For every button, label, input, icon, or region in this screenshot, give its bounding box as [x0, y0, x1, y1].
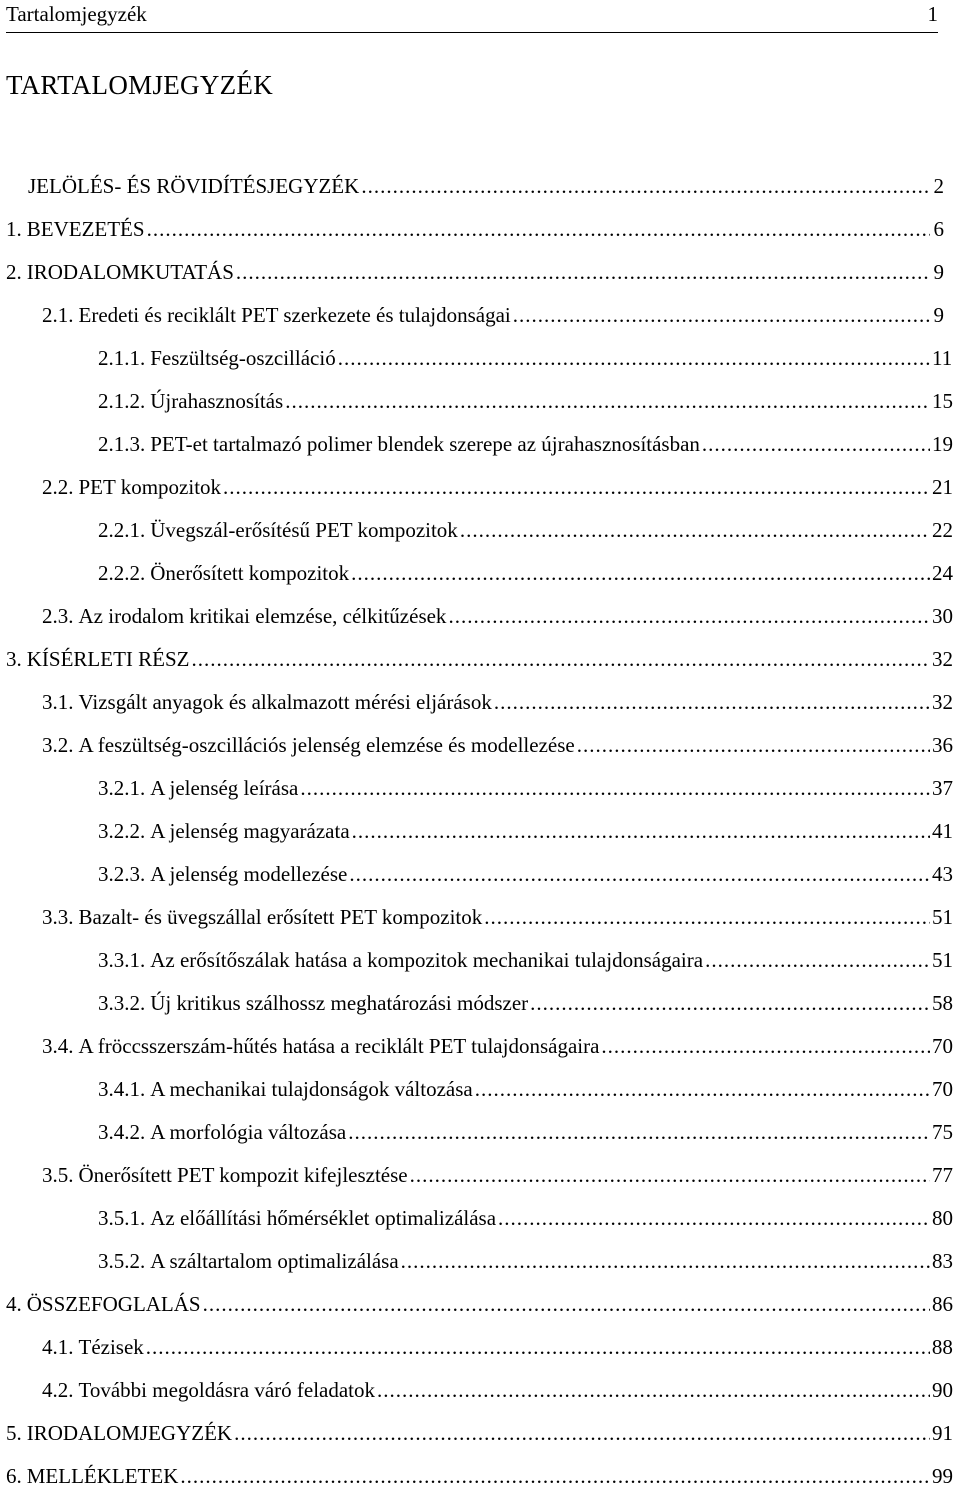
- toc-entry-page: 15: [932, 389, 953, 413]
- toc-entry-label: Önerősített PET kompozit kifejlesztése: [78, 1163, 408, 1187]
- toc-entry-page: 30: [932, 604, 953, 628]
- toc-dot-leader: [401, 1246, 930, 1276]
- toc-dot-leader: [530, 988, 930, 1018]
- toc-entry-number: 2.1.: [42, 303, 74, 327]
- toc-entry-number: 3.2.2.: [98, 819, 146, 843]
- toc-entry[interactable]: [6, 1160, 953, 1203]
- toc-entry-number: 2.2.2.: [98, 561, 146, 585]
- toc-entry-label: A fröccsszerszám-hűtés hatása a reciklált PET tulajdonságaira: [78, 1034, 600, 1058]
- toc-entry-page: 36: [932, 733, 953, 757]
- toc-entry-page: 32: [932, 690, 953, 714]
- toc-dot-leader: [601, 1031, 930, 1061]
- toc-entry[interactable]: [6, 945, 953, 988]
- toc-entry-number: 4.: [6, 1292, 22, 1316]
- toc-entry[interactable]: [6, 687, 953, 730]
- toc-entry-number: 2.1.2.: [98, 389, 146, 413]
- document-title: TARTALOMJEGYZÉK: [6, 70, 274, 100]
- toc-entry-number: 3.1.: [42, 690, 74, 714]
- toc-entry-label: ÖSSZEFOGLALÁS: [26, 1292, 201, 1316]
- toc-entry-label: A morfológia változása: [150, 1120, 347, 1144]
- toc-entry-page: 99: [932, 1464, 953, 1488]
- toc-entry-number: 3.3.: [42, 905, 74, 929]
- toc-entry[interactable]: [6, 1289, 953, 1332]
- toc-dot-leader: [300, 773, 930, 803]
- toc-entry-page: 83: [932, 1249, 953, 1273]
- toc-entry-number: 3.3.1.: [98, 948, 146, 972]
- page-header: [6, 0, 938, 33]
- toc-entry-page: 6: [933, 217, 944, 241]
- toc-entry[interactable]: [6, 1332, 953, 1375]
- toc-dot-leader: [475, 1074, 930, 1104]
- toc-dot-leader: [494, 687, 930, 717]
- toc-entry-number: 3.4.: [42, 1034, 74, 1058]
- toc-entry-page: 70: [932, 1034, 953, 1058]
- toc-entry[interactable]: [6, 429, 953, 472]
- toc-dot-leader: [705, 945, 930, 975]
- toc-entry-number: 6.: [6, 1464, 22, 1488]
- toc-entry-label: Önerősített kompozitok: [150, 561, 350, 585]
- toc-dot-leader: [285, 386, 930, 416]
- toc-entry-page: 9: [933, 303, 944, 327]
- toc-dot-leader: [460, 515, 930, 545]
- toc-dot-leader: [234, 1418, 930, 1448]
- toc-entry-page: 80: [932, 1206, 953, 1230]
- toc-entry[interactable]: [6, 472, 953, 515]
- toc-entry-page: 58: [932, 991, 953, 1015]
- toc-dot-leader: [377, 1375, 930, 1405]
- toc-entry-page: 32: [932, 647, 953, 671]
- toc-dot-leader: [223, 472, 930, 502]
- toc-entry[interactable]: [6, 515, 953, 558]
- toc-entry-page: 19: [932, 432, 953, 456]
- toc-entry-page: 9: [933, 260, 944, 284]
- toc-entry[interactable]: [6, 257, 944, 300]
- toc-entry-page: 22: [932, 518, 953, 542]
- toc-dot-leader: [484, 902, 930, 932]
- toc-entry-label: A mechanikai tulajdonságok változása: [150, 1077, 473, 1101]
- toc-dot-leader: [577, 730, 930, 760]
- toc-entry[interactable]: [6, 214, 944, 257]
- toc-dot-leader: [180, 1461, 930, 1491]
- toc-entry-page: 24: [932, 561, 953, 585]
- toc-entry[interactable]: [6, 1203, 953, 1246]
- toc-entry-number: 3.4.2.: [98, 1120, 146, 1144]
- toc-entry-label: Eredeti és reciklált PET szerkezete és tulajdonságai: [78, 303, 511, 327]
- toc-entry-page: 88: [931, 1335, 953, 1359]
- toc-entry-label: A jelenség modellezése: [150, 862, 348, 886]
- toc-entry[interactable]: [6, 902, 953, 945]
- toc-entry[interactable]: [6, 1375, 953, 1418]
- toc-entry-page: 51: [932, 905, 953, 929]
- toc-dot-leader: [236, 257, 930, 287]
- toc-entry-page: 41: [932, 819, 953, 843]
- toc-entry[interactable]: [6, 730, 953, 773]
- toc-entry-page: 77: [932, 1163, 953, 1187]
- toc-entry[interactable]: [6, 1074, 953, 1117]
- toc-entry-label: Az erősítőszálak hatása a kompozitok mechanikai tulajdonságaira: [150, 948, 704, 972]
- toc-entry-label: A jelenség leírása: [150, 776, 299, 800]
- toc-dot-leader: [146, 1332, 930, 1362]
- toc-entry-label: Az irodalom kritikai elemzése, célkitűzések: [78, 604, 447, 628]
- toc-entry-label: IRODALOMJEGYZÉK: [26, 1421, 233, 1445]
- toc-entry-label: PET kompozitok: [78, 475, 222, 499]
- toc-entry[interactable]: [6, 1246, 953, 1289]
- header-page-number: 1: [927, 2, 938, 26]
- toc-entry-label: A feszültség-oszcillációs jelenség elemzése és modellezése: [78, 733, 575, 757]
- toc-entry[interactable]: [6, 558, 953, 601]
- toc-dot-leader: [147, 214, 930, 244]
- toc-entry-number: 2.2.1.: [98, 518, 146, 542]
- toc-entry-label: Újrahasznosítás: [150, 389, 284, 413]
- toc-entry[interactable]: [6, 1461, 953, 1504]
- toc-entry-number: 3.4.1.: [98, 1077, 146, 1101]
- toc-entry-page: 86: [932, 1292, 953, 1316]
- toc-entry-page: 21: [932, 475, 953, 499]
- toc-entry[interactable]: [6, 1418, 953, 1461]
- toc-entry-label: KÍSÉRLETI RÉSZ: [26, 647, 190, 671]
- toc-entry[interactable]: [6, 300, 944, 343]
- toc-dot-leader: [498, 1203, 930, 1233]
- toc-entry-number: 4.1.: [42, 1335, 74, 1359]
- toc-entry-number: 5.: [6, 1421, 22, 1445]
- toc-entry-label: Vizsgált anyagok és alkalmazott mérési eljárások: [78, 690, 492, 714]
- toc-entry[interactable]: [6, 601, 953, 644]
- toc-entry-number: 1.: [6, 217, 22, 241]
- toc-entry-page: 70: [932, 1077, 953, 1101]
- toc-dot-leader: [338, 343, 930, 373]
- toc-entry-label: Üvegszál-erősítésű PET kompozitok: [150, 518, 458, 542]
- toc-dot-leader: [513, 300, 930, 330]
- toc-entry[interactable]: [6, 644, 953, 687]
- toc-entry[interactable]: [6, 1117, 953, 1160]
- toc-entry-label: JELÖLÉS- ÉS RÖVIDÍTÉSJEGYZÉK: [28, 174, 360, 198]
- toc-entry-page: 75: [932, 1120, 953, 1144]
- toc-entry-number: 2.2.: [42, 475, 74, 499]
- toc-entry-page: 91: [932, 1421, 953, 1445]
- toc-dot-leader: [348, 1117, 930, 1147]
- toc-entry-label: BEVEZETÉS: [26, 217, 145, 241]
- header-title: Tartalomjegyzék: [6, 2, 147, 26]
- toc-entry-label: MELLÉKLETEK: [26, 1464, 179, 1488]
- toc-entry-number: 2.1.1.: [98, 346, 146, 370]
- toc-entry-number: 2.1.3.: [98, 432, 146, 456]
- toc-dot-leader: [203, 1289, 930, 1319]
- toc-entry[interactable]: [6, 171, 944, 214]
- toc-entry-page: 90: [932, 1378, 953, 1402]
- toc-entry-page: 2: [933, 174, 944, 198]
- toc-entry-number: 3.2.1.: [98, 776, 146, 800]
- toc-entry[interactable]: [6, 386, 953, 429]
- toc-entry-label: Az előállítási hőmérséklet optimalizálása: [150, 1206, 497, 1230]
- toc-entry[interactable]: [6, 988, 953, 1031]
- table-of-contents: [6, 171, 953, 1504]
- toc-entry-page: 43: [932, 862, 953, 886]
- toc-entry-number: 2.3.: [42, 604, 74, 628]
- toc-entry-number: 3.5.: [42, 1163, 74, 1187]
- toc-dot-leader: [192, 644, 931, 674]
- toc-entry-label: Új kritikus szálhossz meghatározási módszer: [150, 991, 529, 1015]
- toc-dot-leader: [349, 859, 930, 889]
- toc-entry[interactable]: [6, 816, 953, 859]
- toc-entry-label: Tézisek: [78, 1335, 144, 1359]
- toc-entry[interactable]: [6, 1031, 953, 1074]
- toc-entry-page: 37: [932, 776, 953, 800]
- toc-entry-label: A jelenség magyarázata: [150, 819, 350, 843]
- toc-entry-number: 2.: [6, 260, 22, 284]
- toc-entry-label: További megoldásra váró feladatok: [78, 1378, 376, 1402]
- toc-dot-leader: [448, 601, 930, 631]
- toc-dot-leader: [361, 171, 930, 201]
- toc-entry-page: 51: [932, 948, 953, 972]
- toc-dot-leader: [351, 558, 930, 588]
- toc-entry-page: 11: [932, 346, 953, 370]
- toc-entry-label: Bazalt- és üvegszállal erősített PET kompozitok: [78, 905, 483, 929]
- toc-entry[interactable]: [6, 343, 953, 386]
- toc-entry-number: 4.2.: [42, 1378, 74, 1402]
- toc-dot-leader: [410, 1160, 930, 1190]
- toc-entry[interactable]: [6, 859, 953, 902]
- toc-entry-label: Feszültség-oszcilláció: [150, 346, 336, 370]
- toc-entry-number: 3.5.1.: [98, 1206, 146, 1230]
- toc-entry-number: 3.2.3.: [98, 862, 146, 886]
- toc-entry-number: 3.: [6, 647, 22, 671]
- toc-entry[interactable]: [6, 773, 953, 816]
- toc-entry-number: 3.3.2.: [98, 991, 146, 1015]
- toc-entry-label: PET-et tartalmazó polimer blendek szerepe az újrahasznosításban: [150, 432, 700, 456]
- toc-dot-leader: [352, 816, 930, 846]
- toc-entry-label: IRODALOMKUTATÁS: [26, 260, 234, 284]
- toc-entry-number: 3.5.2.: [98, 1249, 146, 1273]
- toc-dot-leader: [702, 429, 930, 459]
- toc-entry-label: A száltartalom optimalizálása: [150, 1249, 399, 1273]
- toc-entry-number: 3.2.: [42, 733, 74, 757]
